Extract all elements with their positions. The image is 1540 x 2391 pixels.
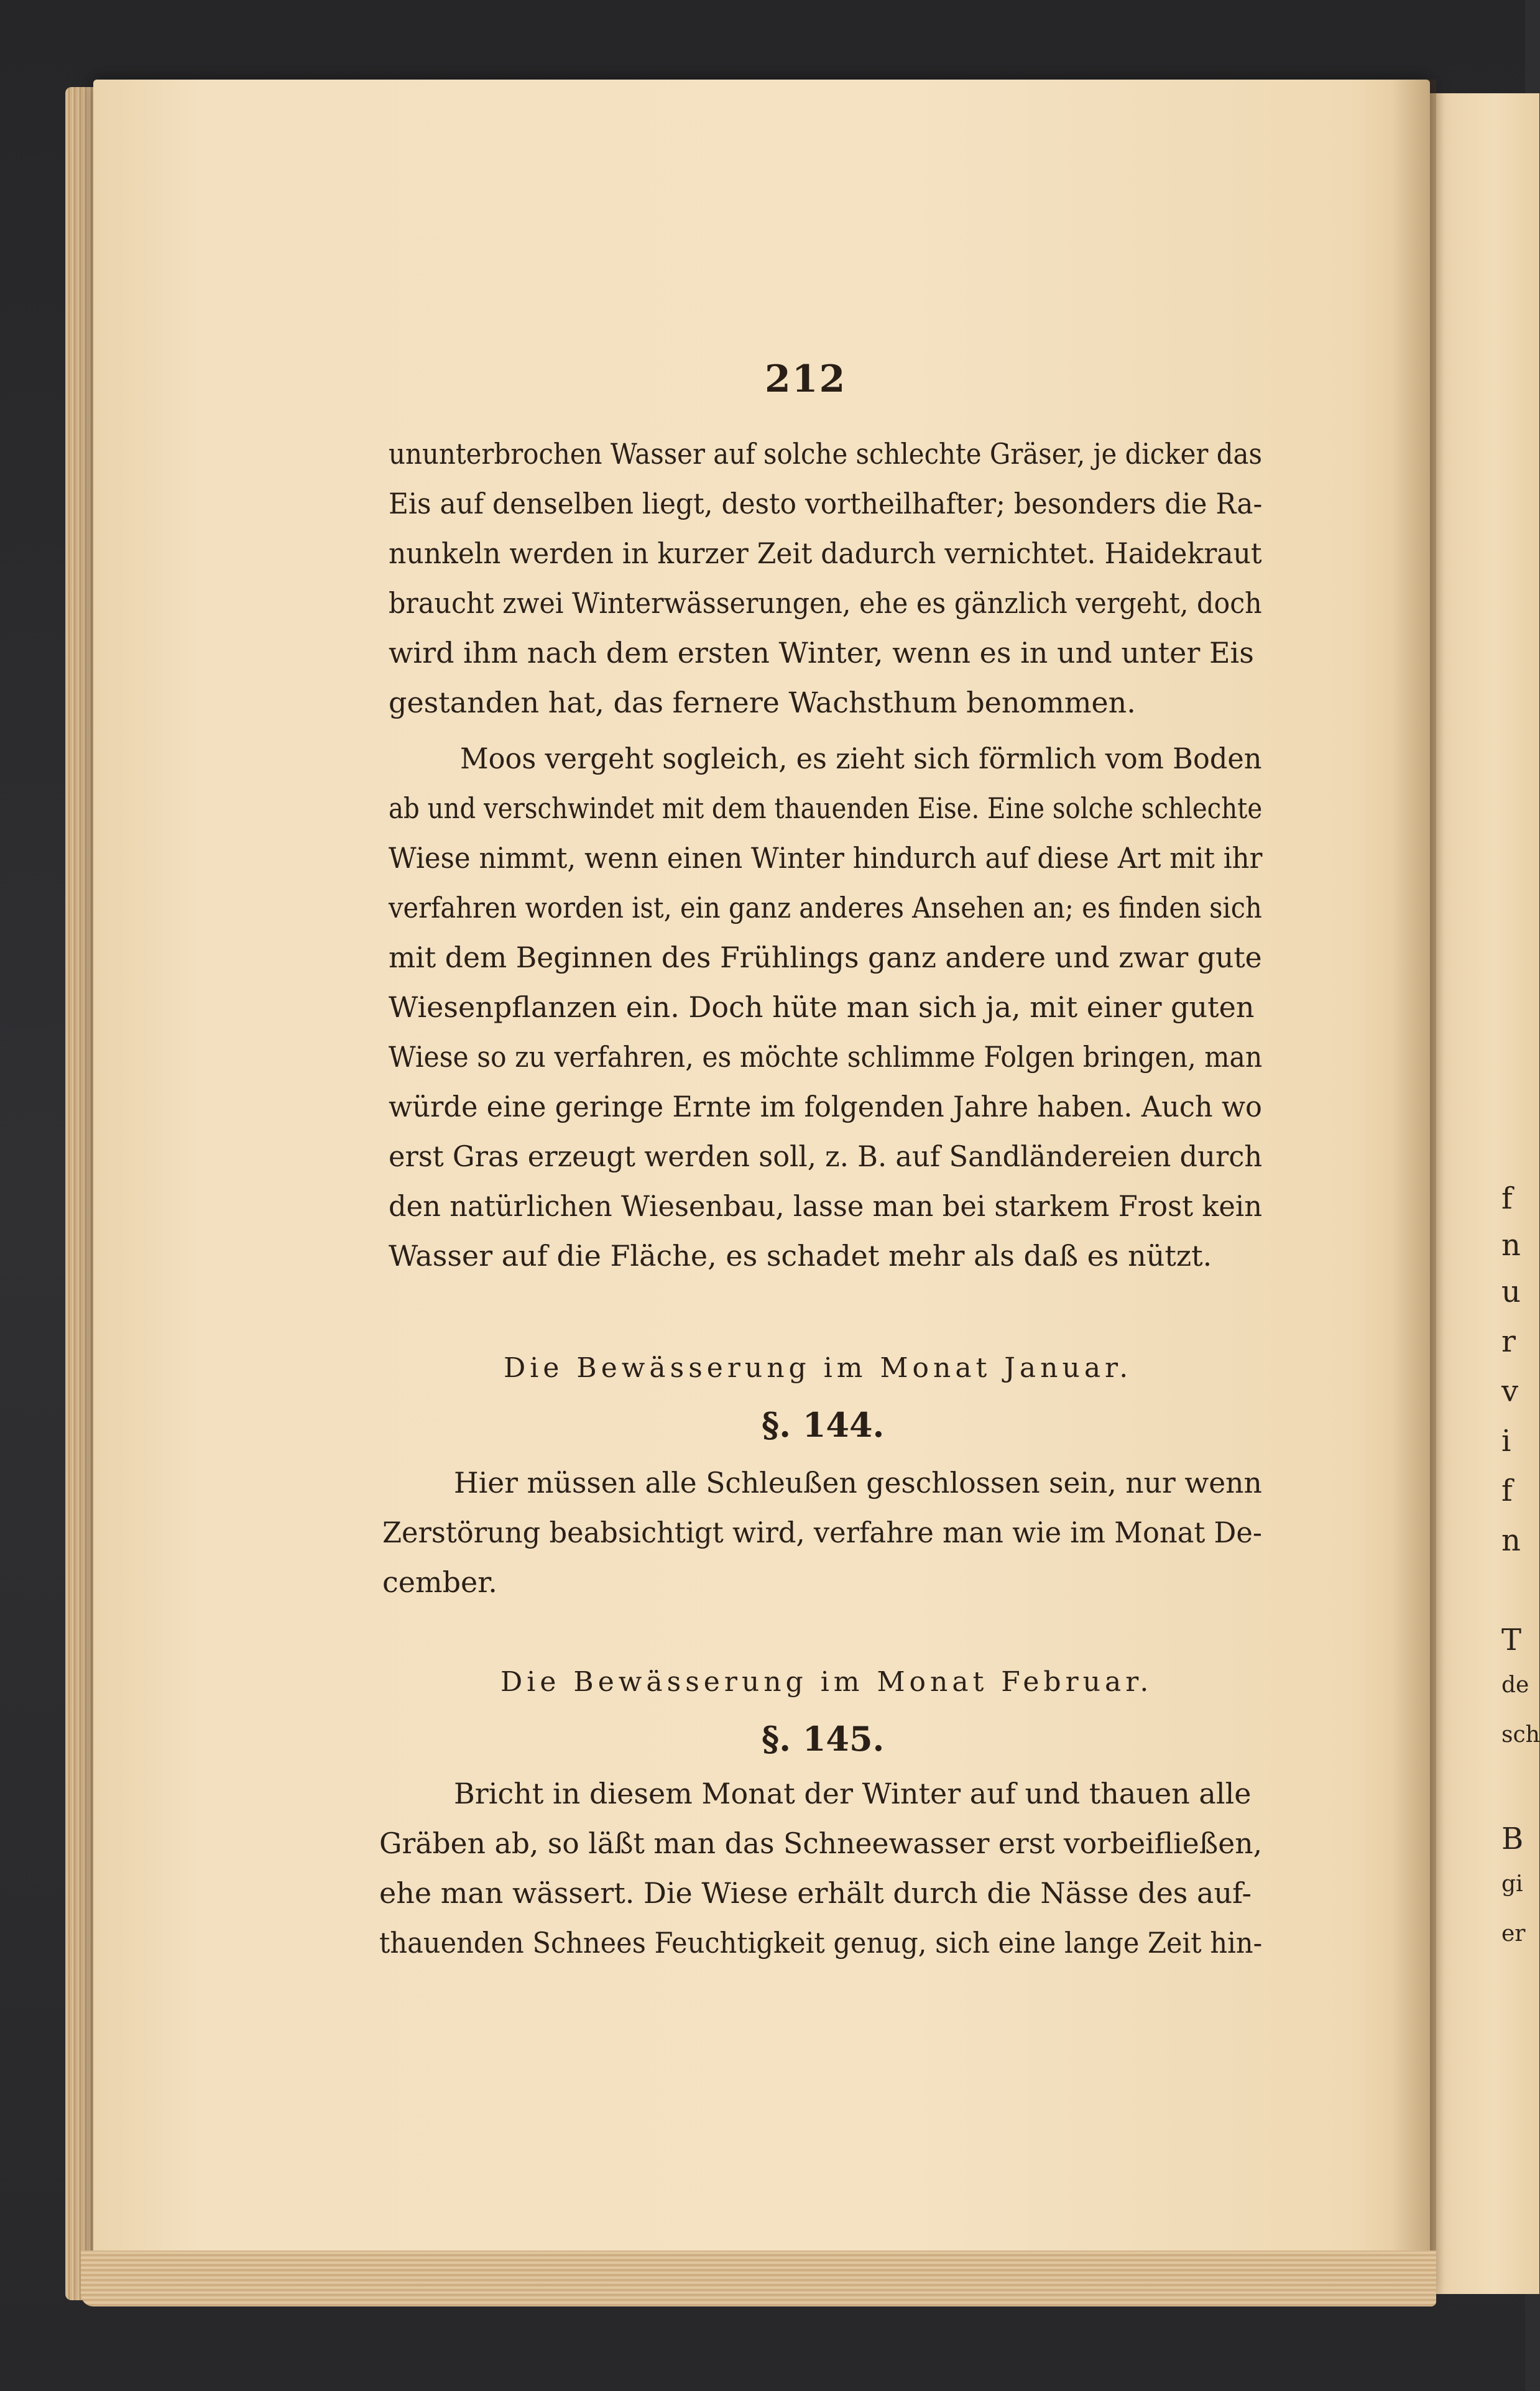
text-line: Hier müssen alle Schleußen geschlossen sein, nur wenn	[454, 1466, 1262, 1500]
text-line: Wiesenpflanzen ein. Doch hüte man sich ja, mit einer guten	[389, 990, 1255, 1024]
next-page-fragment: f	[1501, 1473, 1513, 1508]
text-line: erst Gras erzeugt werden soll, z. B. auf Sandländereien durch	[389, 1140, 1263, 1173]
next-page-fragment: u	[1501, 1274, 1521, 1309]
text-line: mit dem Beginnen des Frühlings ganz andere und zwar gute	[389, 941, 1262, 974]
next-page-fragment: n	[1501, 1523, 1521, 1558]
section-heading: Die Bewässerung im Monat Januar.	[504, 1352, 1133, 1384]
next-page-fragment: er	[1501, 1921, 1526, 1946]
next-page-fragment: f	[1501, 1181, 1513, 1216]
text-line: ununterbrochen Wasser auf solche schlechte Gräser, je dicker das	[389, 437, 1262, 471]
page-bottom-edge	[81, 2250, 1436, 2306]
text-line: braucht zwei Winterwässerungen, ehe es gänzlich vergeht, doch	[389, 586, 1262, 620]
next-page-fragment: T	[1501, 1623, 1522, 1657]
text-line: verfahren worden ist, ein ganz anderes Ansehen an; es finden sich	[389, 891, 1262, 924]
text-line: Zerstörung beabsichtigt wird, verfahre man wie im Monat De-	[382, 1516, 1262, 1549]
text-line: Wasser auf die Fläche, es schadet mehr als daß es nützt.	[389, 1239, 1212, 1273]
next-page-fragment: de	[1501, 1672, 1529, 1698]
next-page-fragment: v	[1501, 1374, 1519, 1409]
text-line: gestanden hat, das fernere Wachsthum benommen.	[389, 686, 1136, 719]
text-line: ehe man wässert. Die Wiese erhält durch die Nässe des auf-	[379, 1876, 1252, 1910]
next-page	[1424, 93, 1539, 2294]
text-line: Bricht in diesem Monat der Winter auf und thauen alle	[454, 1777, 1252, 1810]
text-line: Moos vergeht sogleich, es zieht sich förmlich vom Boden	[460, 742, 1262, 775]
text-line: den natürlichen Wiesenbau, lasse man bei starkem Frost kein	[389, 1189, 1263, 1223]
next-page-fragment: i	[1501, 1424, 1511, 1458]
gutter-shadow	[1393, 80, 1436, 2293]
text-line: cember.	[382, 1565, 497, 1599]
page-number: 212	[765, 357, 847, 401]
text-line: ab und verschwindet mit dem thauenden Eise. Eine solche schlechte	[389, 791, 1263, 825]
section-number: §. 145.	[762, 1719, 885, 1759]
text-line: Gräben ab, so läßt man das Schneewasser erst vorbeifließen,	[379, 1827, 1263, 1860]
text-line: nunkeln werden in kurzer Zeit dadurch vernichtet. Haidekraut	[389, 537, 1262, 570]
text-line: Wiese nimmt, wenn einen Winter hindurch auf diese Art mit ihr	[389, 841, 1263, 875]
section-number: §. 144.	[762, 1405, 885, 1445]
section-heading: Die Bewässerung im Monat Februar.	[500, 1666, 1153, 1698]
text-line: wird ihm nach dem ersten Winter, wenn es in und unter Eis	[389, 636, 1254, 670]
text-line: Wiese so zu verfahren, es möchte schlimme Folgen bringen, man	[389, 1040, 1263, 1074]
text-line: würde eine geringe Ernte im folgenden Jahre haben. Auch wo	[389, 1090, 1262, 1123]
next-page-fragment: B	[1501, 1822, 1524, 1856]
text-line: Eis auf denselben liegt, desto vortheilhafter; besonders die Ra-	[389, 487, 1263, 520]
next-page-fragment: r	[1501, 1324, 1516, 1359]
next-page-fragment: n	[1501, 1228, 1521, 1263]
next-page-fragment: sch	[1501, 1722, 1540, 1748]
text-line: thauenden Schnees Feuchtigkeit genug, sich eine lange Zeit hin-	[379, 1926, 1263, 1960]
next-page-fragment: gi	[1501, 1871, 1523, 1897]
